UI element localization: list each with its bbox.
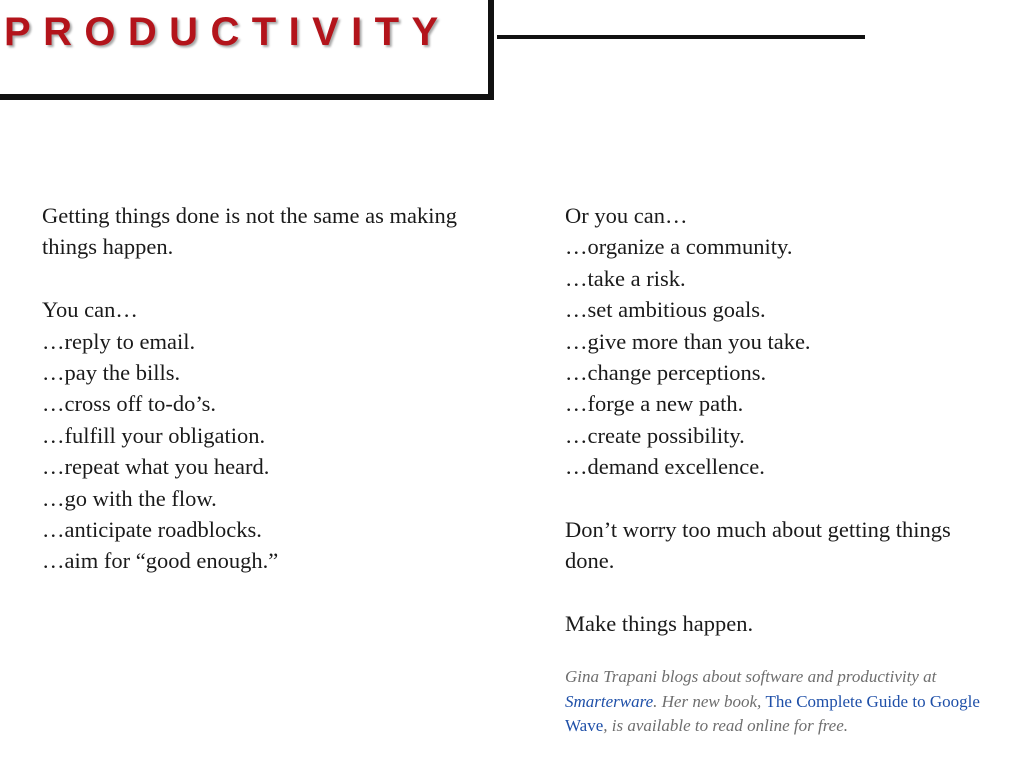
list-item: …pay the bills.: [42, 360, 181, 386]
title-box: [0, 0, 494, 100]
list-item: …organize a community.: [565, 234, 793, 260]
list-item: …aim for “good enough.”: [42, 548, 279, 574]
list-item: …set ambitious goals.: [565, 297, 766, 323]
book-link-continued[interactable]: Wave: [565, 716, 604, 735]
author-credit: [565, 665, 1024, 739]
left-column: [42, 200, 512, 577]
list-item: …fulfill your obligation.: [42, 422, 266, 448]
or-heading: Or you can…: [565, 203, 688, 228]
list-item: …change perceptions.: [565, 360, 767, 386]
list-item: …repeat what you heard.: [42, 454, 270, 480]
smarterware-link[interactable]: Smarterware: [565, 691, 654, 711]
list-item: …cross off to-do’s.: [42, 391, 216, 417]
list-item: …demand excellence.: [565, 454, 765, 480]
book-link[interactable]: The Complete Guide to Google: [765, 691, 980, 711]
conclusion-line: Don’t worry too much about getting things: [565, 517, 951, 543]
list-item: …take a risk.: [565, 265, 686, 291]
spacer: [565, 483, 1005, 514]
you-can-heading: You can…: [42, 297, 138, 323]
list-item: …anticipate roadblocks.: [42, 517, 262, 543]
page-title: PRODUCTIVITY: [4, 10, 451, 54]
list-item: …reply to email.: [42, 328, 196, 354]
spacer: [42, 263, 512, 294]
credit-text: Gina Trapani blogs about software and productivity at: [565, 667, 937, 686]
credit-text: . Her new book,: [653, 691, 766, 711]
list-item: …go with the flow.: [42, 485, 217, 511]
list-item: …create possibility.: [565, 422, 745, 448]
final-line: Make things happen.: [565, 611, 754, 637]
intro-line: Getting things done is not the same as making: [42, 203, 457, 228]
list-item: …give more than you take.: [565, 328, 811, 354]
conclusion-line: done.: [565, 548, 615, 574]
intro-line: things happen.: [42, 234, 174, 260]
credit-text: , is available to read online for free.: [603, 716, 849, 735]
list-item: …forge a new path.: [565, 391, 744, 417]
right-column: [565, 200, 1005, 640]
header-rule: [497, 35, 865, 39]
spacer: [565, 577, 1005, 608]
